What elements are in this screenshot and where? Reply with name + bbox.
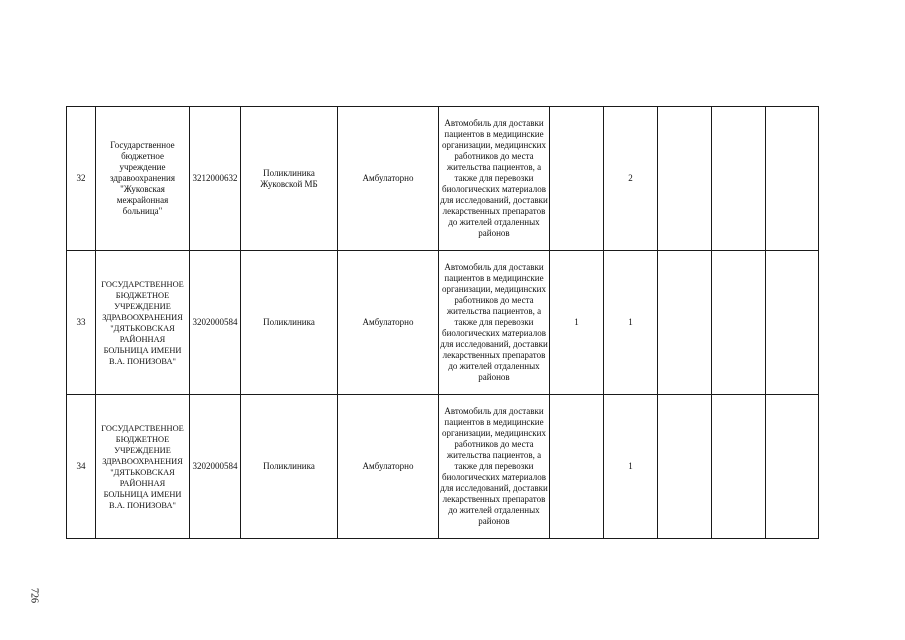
table-row (67, 251, 819, 395)
vehicle-purpose-cell: Автомобиль для доставки пациентов в медицинские организации, медицинских работников до места жительства пациентов, а также для перевозки биологических материалов для исследований, доставки лекарственных препаратов до жителей отдаленных районов (439, 395, 550, 539)
quantity-cell-d (712, 107, 766, 251)
quantity-cell-d (712, 395, 766, 539)
table-row (67, 395, 819, 539)
quantity-cell-b: 1 (604, 251, 658, 395)
table-row (67, 107, 819, 251)
row-number-cell: 32 (67, 107, 96, 251)
quantity-cell-e (766, 395, 819, 539)
care-type-cell: Амбулаторно (338, 251, 439, 395)
page-number: 726 (28, 588, 40, 603)
organization-cell: ГОСУДАРСТВЕННОЕ БЮДЖЕТНОЕ УЧРЕЖДЕНИЕ ЗДРАВООХРАНЕНИЯ "ДЯТЬКОВСКАЯ РАЙОННАЯ БОЛЬНИЦА ИМЕНИ В.А. ПОНИЗОВА" (96, 395, 190, 539)
quantity-cell-b: 1 (604, 395, 658, 539)
quantity-cell-a: 1 (550, 251, 604, 395)
quantity-cell-d (712, 251, 766, 395)
subdivision-cell: Поликлиника (241, 251, 338, 395)
quantity-cell-a (550, 395, 604, 539)
quantity-cell-e (766, 251, 819, 395)
vehicle-purpose-cell: Автомобиль для доставки пациентов в медицинские организации, медицинских работников до места жительства пациентов, а также для перевозки биологических материалов для исследований, доставки лекарственных препаратов до жителей отдаленных районов (439, 107, 550, 251)
row-number-cell: 33 (67, 251, 96, 395)
row-number-cell: 34 (67, 395, 96, 539)
inn-cell: 3212000632 (190, 107, 241, 251)
register-table (66, 106, 819, 539)
quantity-cell-e (766, 107, 819, 251)
subdivision-cell: Поликлиника (241, 395, 338, 539)
quantity-cell-c (658, 251, 712, 395)
quantity-cell-a (550, 107, 604, 251)
care-type-cell: Амбулаторно (338, 395, 439, 539)
quantity-cell-b: 2 (604, 107, 658, 251)
vehicle-purpose-cell: Автомобиль для доставки пациентов в медицинские организации, медицинских работников до места жительства пациентов, а также для перевозки биологических материалов для исследований, доставки лекарственных препаратов до жителей отдаленных районов (439, 251, 550, 395)
care-type-cell: Амбулаторно (338, 107, 439, 251)
organization-cell: Государственное бюджетное учреждение здравоохранения "Жуковская межрайонная больница" (96, 107, 190, 251)
organization-cell: ГОСУДАРСТВЕННОЕ БЮДЖЕТНОЕ УЧРЕЖДЕНИЕ ЗДРАВООХРАНЕНИЯ "ДЯТЬКОВСКАЯ РАЙОННАЯ БОЛЬНИЦА ИМЕНИ В.А. ПОНИЗОВА" (96, 251, 190, 395)
inn-cell: 3202000584 (190, 251, 241, 395)
quantity-cell-c (658, 107, 712, 251)
quantity-cell-c (658, 395, 712, 539)
subdivision-cell: Поликлиника Жуковской МБ (241, 107, 338, 251)
inn-cell: 3202000584 (190, 395, 241, 539)
